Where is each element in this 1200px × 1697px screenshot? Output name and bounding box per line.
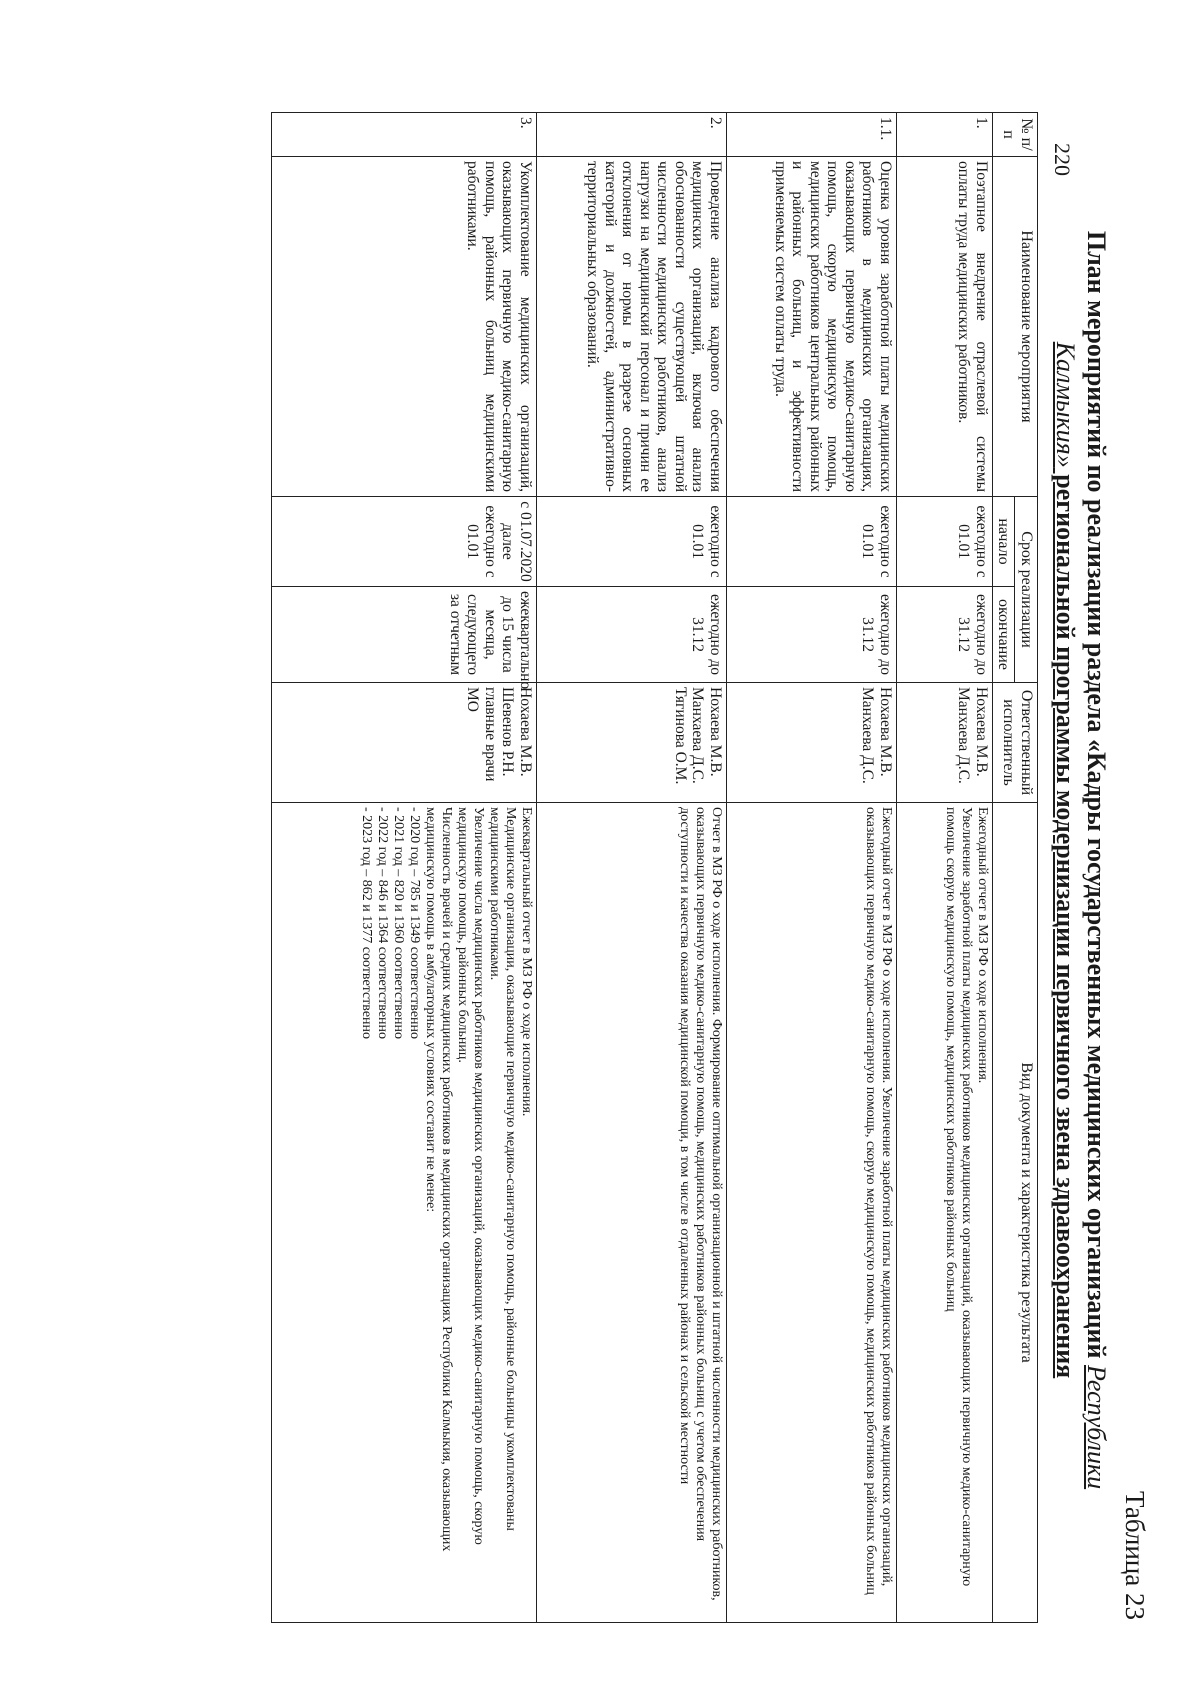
table-caption: Таблица 23	[1120, 1491, 1150, 1620]
row-num: 1.1.	[727, 113, 897, 157]
row-responsible	[727, 683, 897, 803]
header-result: Вид документа и характеристика результата	[993, 803, 1038, 1623]
row-responsible	[897, 683, 993, 803]
table-header-row	[1015, 113, 1038, 1623]
row-result	[537, 803, 727, 1623]
header-period: Срок реализации	[1015, 497, 1038, 683]
responsible-person: Нохаева М.В.	[973, 687, 990, 777]
title-line1-prefix: План мероприятий по реализации раздела «Кадры государственных медицинских организаций	[1082, 230, 1111, 1365]
row-responsible	[272, 683, 537, 803]
row-num: 1.	[897, 113, 993, 157]
header-responsible: Ответственный исполнитель	[993, 683, 1038, 803]
responsible-person: главные врачи МО	[464, 687, 499, 782]
row-end: ежегодно до 31.12	[537, 587, 727, 683]
title-region-1: Республики	[1082, 1364, 1111, 1490]
responsible-person: Нохаева М.В.	[517, 687, 534, 777]
row-start: ежегодно с 01.01	[537, 497, 727, 587]
responsible-person: Тягинова О.М.	[672, 687, 689, 785]
result-line: Отчет в МЗ РФ о ходе исполнения. Формирование оптимальной организационной и штатной численности медицинских работников, оказывающих первичную медико-санитарную помощь, медицинских работников районных больниц с учетом обеспечения доступности и качества оказания медицинской помощи, в том числе в отдаленных районах и сельской местности	[677, 807, 724, 1601]
result-line: Медицинские организации, оказывающие первичную медико-санитарную помощь, районные больницы укомплектованы медицинскими работниками.	[487, 807, 518, 1531]
header-event: Наименование мероприятия	[993, 157, 1038, 497]
table-row	[897, 113, 993, 1623]
result-line: - 2021 год – 820 и 1360 соответственно	[391, 807, 406, 1040]
header-end: окончание	[993, 587, 1016, 683]
row-event: Укомплектование медицинских организаций, оказывающих первичную медико-санитарную помощь, районных больниц медицинскими работниками.	[272, 157, 537, 497]
header-start: начало	[993, 497, 1016, 587]
result-line: - 2020 год – 785 и 1349 соответственно	[407, 807, 422, 1040]
row-num: 2.	[537, 113, 727, 157]
responsible-person: Нохаева М.В.	[707, 687, 724, 777]
page-number: 220	[1050, 143, 1075, 176]
row-event: Проведение анализа кадрового обеспечения медицинских организаций, включая анализ обоснованности существующей штатной численности медицинских работников, анализ нагрузки на медицинский персонал и причин ее отклонения от нормы в разрезе основных категорий и должностей, административно-территориальных образований.	[537, 157, 727, 497]
result-line: Ежегодный отчет в МЗ РФ о ходе исполнения. Увеличение заработной платы медицинских работников медицинских организаций, оказывающих первичную медико-санитарную помощь, скорую медицинскую помощь, медицинских работников районных больниц	[863, 807, 894, 1595]
responsible-person: Нохаева М.В.	[877, 687, 894, 777]
row-event: Оценка уровня заработной платы медицинских работников в медицинских организациях, оказывающих первичную медико-санитарную помощь, скорую медицинскую помощь, медицинских работников центральных районных и районных больниц, и эффективности применяемых систем оплаты труда.	[727, 157, 897, 497]
responsible-person: Манхаева Д.С.	[859, 687, 877, 784]
row-result	[727, 803, 897, 1623]
row-end: ежегодно до 31.12	[727, 587, 897, 683]
row-start: с 01.07.2020 далее ежегодно с 01.01	[272, 497, 537, 587]
plan-table	[271, 112, 1038, 1623]
result-line: - 2022 год – 846 и 1364 соответственно	[375, 807, 390, 1040]
row-start: ежегодно с 01.01	[727, 497, 897, 587]
result-line: Численность врачей и средних медицинских работников в медицинских организациях Республики Калмыкия, оказывающих медицинскую помощь в амбулаторных условиях составит не менее:	[423, 807, 454, 1552]
table-row	[272, 113, 537, 1623]
result-line: Увеличение заработной платы медицинских работников медицинских организаций, оказывающих первичную медико-санитарную помощь скорую медицинскую помощь, медицинских работников районных больниц	[943, 807, 974, 1587]
document-title	[1050, 90, 1112, 1630]
row-responsible	[537, 683, 727, 803]
rotated-page-content	[60, 90, 1150, 1630]
row-end: ежеквартально до 15 числа месяца, следующего за отчетным	[272, 587, 537, 683]
row-event: Поэтапное внедрение отраслевой системы оплаты труда медицинских работников.	[897, 157, 993, 497]
title-region-2: Калмыкия»	[1051, 341, 1080, 468]
header-num: № п/п	[993, 113, 1038, 157]
row-num: 3.	[272, 113, 537, 157]
row-result	[272, 803, 537, 1623]
row-start: ежегодно с 01.01	[897, 497, 993, 587]
row-result	[897, 803, 993, 1623]
result-line: Увеличение числа медицинских работников медицинских организаций, оказывающих медико-санитарную помощь, скорую медицинскую помощь, районных больниц.	[455, 807, 486, 1545]
table-row	[537, 113, 727, 1623]
responsible-person: Манхаева Д.С.	[955, 687, 973, 784]
table-row	[727, 113, 897, 1623]
responsible-person: Манхаева Д.С.	[689, 687, 707, 784]
result-line: Ежегодный отчет в МЗ РФ о ходе исполнения.	[975, 807, 990, 1084]
row-end: ежегодно до 31.12	[897, 587, 993, 683]
result-line: - 2023 год – 862 и 1377 соответственно	[359, 807, 374, 1040]
result-line: Ежеквартальный отчет в МЗ РФ о ходе исполнения.	[519, 807, 534, 1117]
responsible-person: Шевенов Р.Н.	[499, 687, 517, 777]
title-line2-suffix: региональной программы модернизации первичного звена здравоохранения	[1051, 467, 1080, 1379]
